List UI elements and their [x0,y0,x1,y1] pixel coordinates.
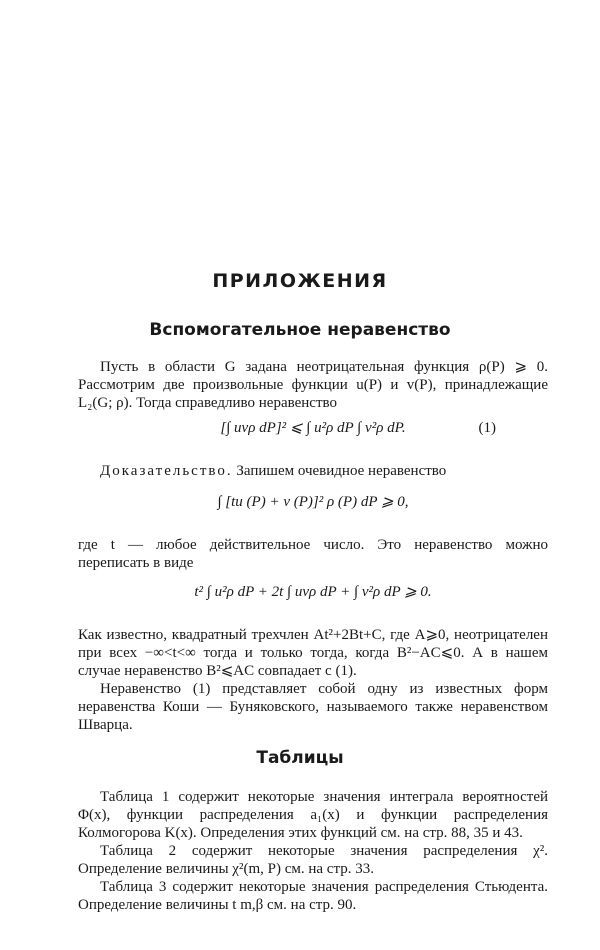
paragraph-table-1: Таблица 1 содержит некоторые значения интеграла вероятностей Φ(x), функции распределения a₁(x) и функции распределения Колмогорова K(x). Определения этих функций см. на стр. 88, 35 и 43. [78,789,548,841]
proof-label: Доказательство. [100,463,233,479]
equation-2 [78,492,548,512]
equation-3 [78,582,548,602]
equation-1-text: [∫ uvρ dP]² ⩽ ∫ u²ρ dP ∫ v²ρ dP. [220,420,406,436]
appendix-title: ПРИЛОЖЕНИЯ [212,270,388,292]
equation-1-number: (1) [478,420,496,436]
section-title-inequality: Вспомогательное неравенство [149,320,451,340]
paragraph-quadratic: Как известно, квадратный трехчлен At²+2Bt+C, где A⩾0, неотрицателен при всех −∞<t<∞ тогда и только тогда, когда B²−AC⩽0. А в нашем случае неравенство B²⩽AC совпадает с (1). [78,627,548,679]
paragraph-rewrite: где t — любое действительное число. Это неравенство можно переписать в виде [78,537,548,571]
equation-2-text: ∫ [tu (P) + v (P)]² ρ (P) dP ⩾ 0, [217,494,409,510]
section-title-tables: Таблицы [256,748,344,768]
proof-text: Запишем очевидное неравенство [236,463,447,479]
paragraph-cauchy: Неравенство (1) представляет собой одну из известных форм неравенства Коши — Буняковского, называемого также неравенством Шварца. [78,681,548,733]
paragraph-inequality-intro: Пусть в области G задана неотрицательная функция ρ(P) ⩾ 0. Рассмотрим две произвольные функции u(P) и v(P), принадлежащие L₂(G; ρ). Тогда справедливо неравенство [78,359,548,411]
paragraph-proof [78,462,548,480]
paragraph-table-3: Таблица 3 содержит некоторые значения распределения Стьюдента. Определение величины t m,β см. на стр. 90. [78,879,548,913]
equation-1 [78,418,548,438]
equation-3-text: t² ∫ u²ρ dP + 2t ∫ uvρ dP + ∫ v²ρ dP ⩾ 0. [194,584,432,600]
paragraph-table-2: Таблица 2 содержит некоторые значения распределения χ². Определение величины χ²(m, P) см. на стр. 33. [78,843,548,877]
